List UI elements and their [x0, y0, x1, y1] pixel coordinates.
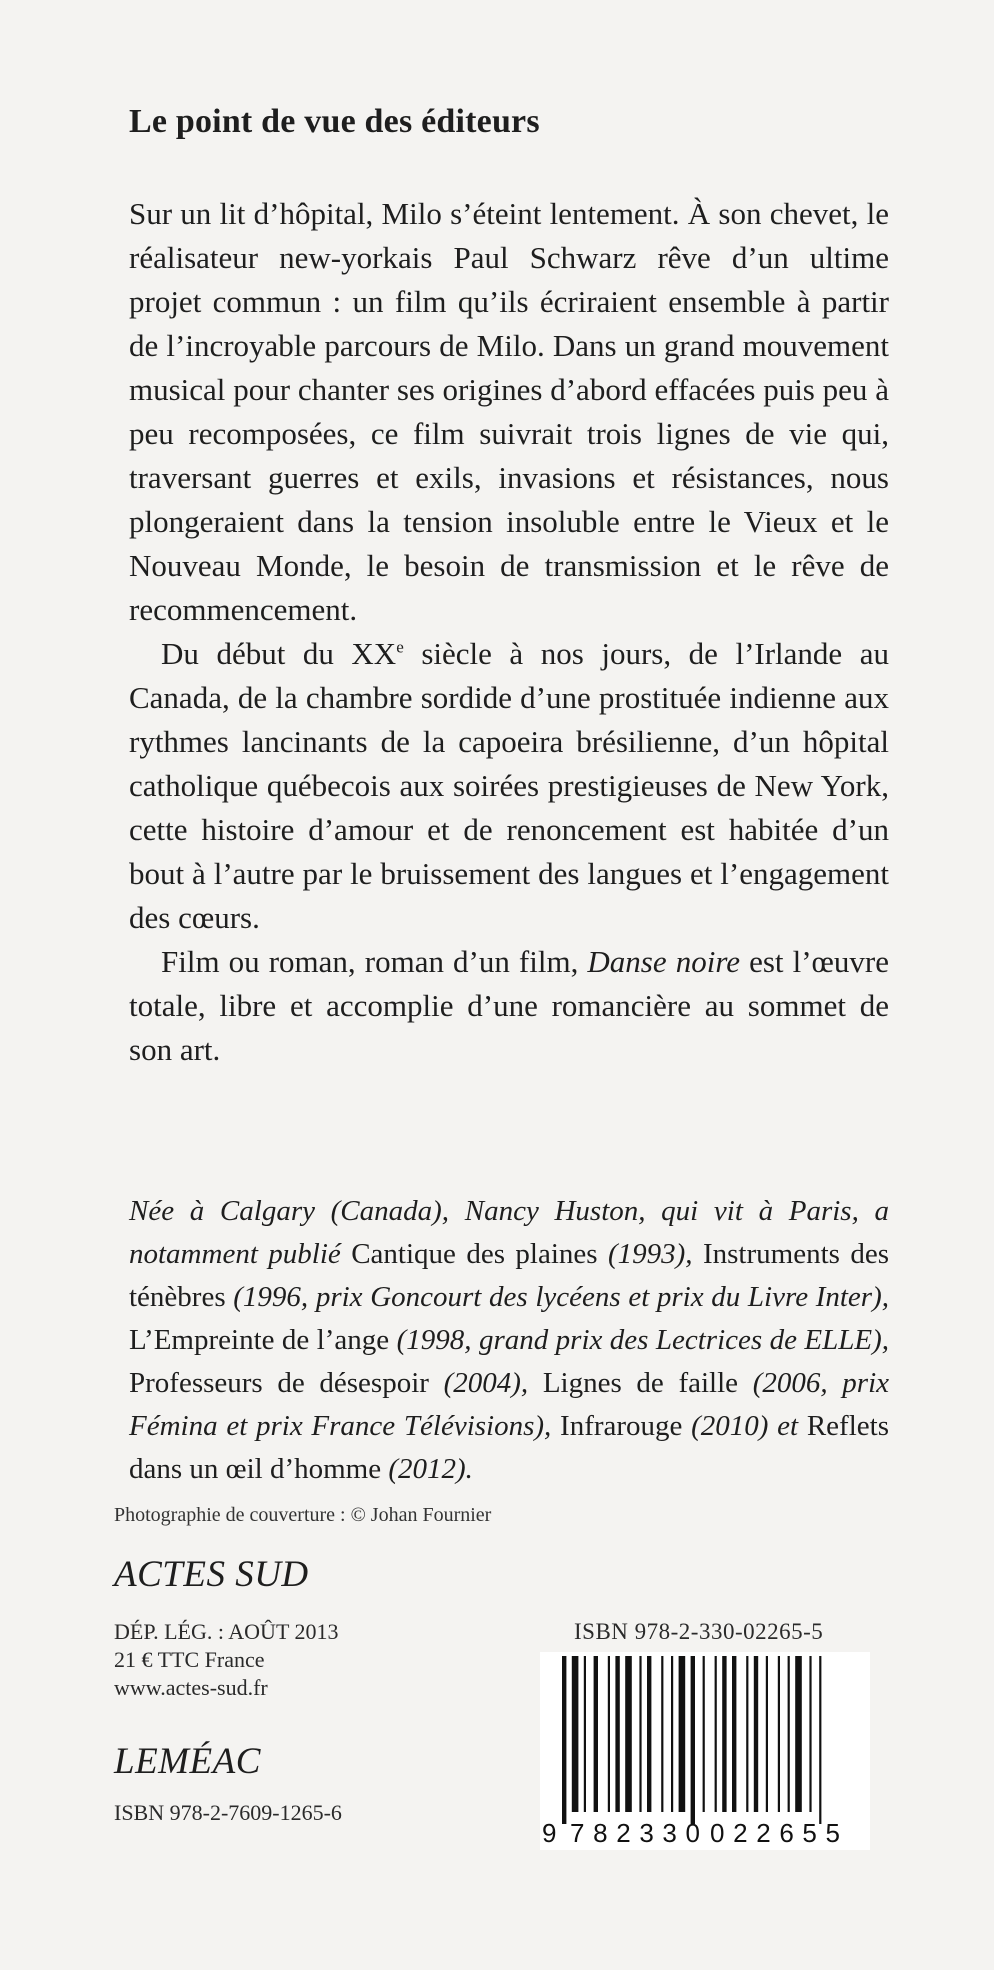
publisher-website: www.actes-sud.fr	[114, 1675, 268, 1700]
legal-deposit: DÉP. LÉG. : AOÛT 2013	[114, 1619, 339, 1644]
bio-text: (1998, grand prix des Lectrices de ELLE),	[389, 1324, 889, 1356]
bio-title: Reflets dans un œil d’homme	[129, 1410, 889, 1485]
barcode-bar	[788, 1656, 790, 1812]
book-title: Danse noire	[587, 944, 740, 979]
barcode-bar	[732, 1656, 736, 1812]
barcode-bar	[647, 1656, 651, 1812]
barcode-bar	[608, 1656, 610, 1812]
bio-text: (1993),	[597, 1238, 703, 1270]
barcode-bar	[691, 1656, 695, 1824]
publisher-logo: ACTES SUD	[114, 1554, 309, 1595]
blurb-paragraph-1: Sur un lit d’hôpital, Milo s’éteint lentement. À son chevet, le réalisateur new-yorkais Paul Schwarz rêve d’un ultime projet commun : un film qu’ils écriraient ensemble à partir de l’incroyable parcours de Milo. Dans un grand mouvement musical pour chanter ses origines d’abord effacées puis peu à peu recomposées, ce film suivrait trois lignes de vie qui, traversant guerres et exils, invasions et résistances, nous plongeraient dans la tension insoluble entre le Vieux et le Nouveau Monde, le besoin de transmission et le rêve de recommencement.	[129, 196, 889, 627]
blurb-p3-rest: est l’œuvre totale, libre et accomplie d’une romancière au sommet de son art.	[129, 944, 889, 1067]
bio-text: (1996, prix Goncourt des lycéens et prix du Livre Inter),	[225, 1281, 889, 1313]
bio-title: Cantique des plaines	[351, 1238, 598, 1270]
barcode-bar	[594, 1656, 598, 1812]
bio-text: (2006, prix Fémina et prix France Télévisions),	[129, 1367, 889, 1442]
barcode-bar	[809, 1656, 811, 1812]
photo-credit: Photographie de couverture : © Johan Fournier	[114, 1504, 492, 1526]
barcode-bar	[795, 1656, 802, 1812]
bio-title: Professeurs de désespoir	[129, 1367, 429, 1399]
barcode-bar	[661, 1656, 663, 1812]
barcode-bar	[615, 1656, 619, 1812]
barcode-bar	[703, 1656, 705, 1812]
barcode-bar	[679, 1656, 686, 1812]
bio-text: (2010) et	[682, 1410, 807, 1442]
barcode-bar	[671, 1656, 673, 1812]
blurb-paragraph-2	[129, 632, 889, 940]
publisher-blurb	[129, 192, 889, 1072]
blurb-p2-rest: siècle à nos jours, de l’Irlande au Canada, de la chambre sordide d’une prostituée indienne aux rythmes lancinants de la capoeira brésilienne, d’un hôpital catholique québecois aux soirées prestigieuses de New York, cette histoire d’amour et de renoncement est habitée d’un bout à l’autre par le bruissement des langues et l’engagement des cœurs.	[129, 636, 889, 935]
section-heading: Le point de vue des éditeurs	[129, 103, 540, 140]
bio-text: (2012).	[381, 1453, 473, 1485]
author-bio	[129, 1190, 889, 1491]
barcode-bar	[639, 1656, 641, 1812]
barcode-bar	[819, 1656, 821, 1824]
bio-title: Infrarouge	[560, 1410, 683, 1442]
barcode-bar	[754, 1656, 758, 1812]
bio-title: Instruments des ténèbres	[129, 1238, 889, 1313]
blurb-paragraph-3	[129, 940, 889, 1072]
legal-info	[114, 1618, 339, 1702]
barcode	[540, 1652, 870, 1850]
blurb-p2-start: Du début du XX	[161, 636, 397, 671]
bio-text: Née à Calgary (Canada), Nancy Huston, qui vit à Paris, a notamment publié	[129, 1195, 889, 1270]
barcode-bar	[766, 1656, 768, 1812]
barcode-bar	[625, 1656, 632, 1812]
bio-title: L’Empreinte de l’ange	[129, 1324, 390, 1356]
bio-title: Lignes de faille	[542, 1367, 739, 1399]
copublisher-isbn: ISBN 978-2-7609-1265-6	[114, 1800, 342, 1825]
barcode-digits-left: 782330	[570, 1818, 700, 1848]
barcode-isbn: ISBN 978-2-330-02265-5	[574, 1619, 824, 1644]
barcode-bar	[584, 1656, 586, 1812]
barcode-digits-right: 022655	[710, 1818, 840, 1848]
century-superscript: e	[396, 637, 404, 657]
barcode-bar	[562, 1656, 566, 1824]
price: 21 € TTC France	[114, 1647, 265, 1672]
barcode-digit-lead: 9	[542, 1818, 557, 1848]
barcode-bar	[572, 1656, 579, 1812]
barcode-bar	[778, 1656, 780, 1812]
barcode-bar	[722, 1656, 726, 1812]
barcode-bar	[746, 1656, 748, 1812]
blurb-p3-start: Film ou roman, roman d’un film,	[161, 944, 588, 979]
barcode-bar	[715, 1656, 717, 1812]
bio-text: (2004),	[428, 1367, 543, 1399]
copublisher-logo: LEMÉAC	[114, 1741, 261, 1782]
